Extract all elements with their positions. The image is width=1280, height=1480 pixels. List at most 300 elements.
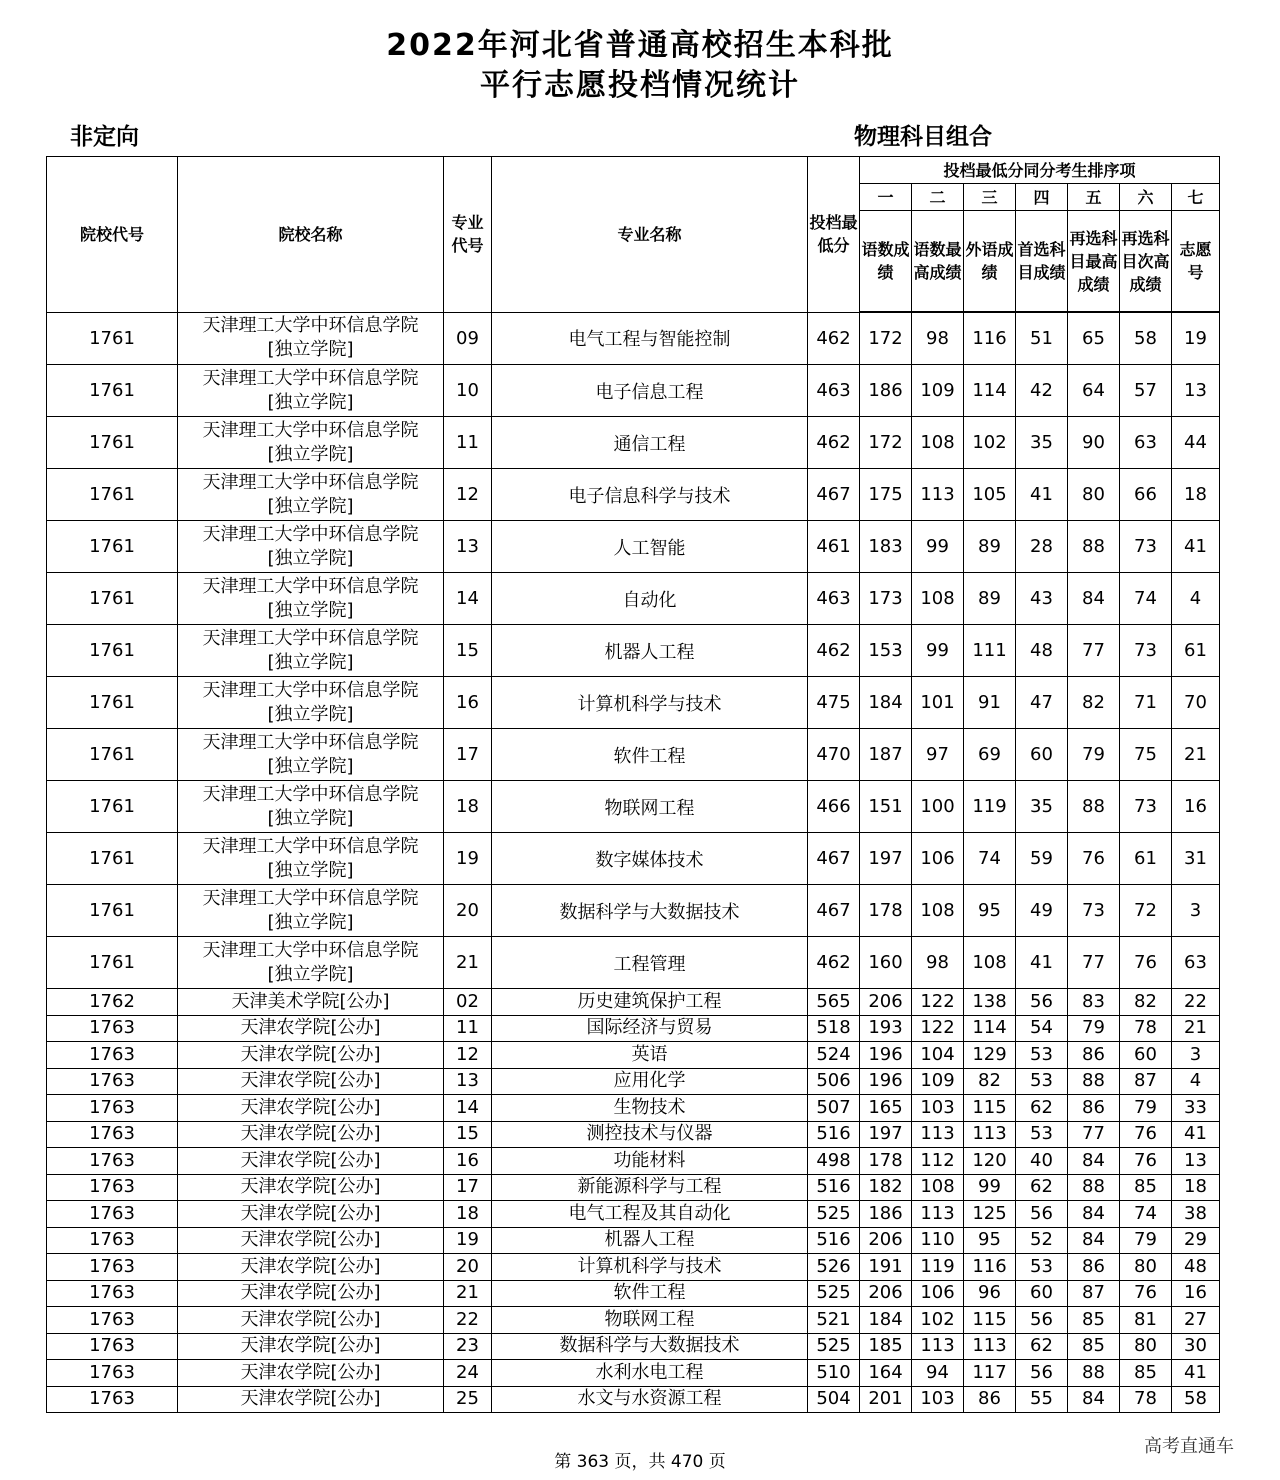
score-7-cell: 58 [1172, 1386, 1220, 1413]
score-5-cell: 86 [1068, 1095, 1120, 1122]
score-2-cell: 108 [912, 885, 964, 937]
min-score-cell: 462 [808, 417, 860, 469]
score-1-cell: 187 [860, 729, 912, 781]
school-name-line1: 天津农学院[公办] [240, 1096, 381, 1118]
school-name-cell [178, 365, 444, 417]
score-1-cell: 172 [860, 312, 912, 365]
major-code-cell: 19 [444, 833, 492, 885]
school-code-cell: 1763 [47, 1121, 178, 1148]
min-score-cell: 510 [808, 1360, 860, 1387]
score-2-cell: 108 [912, 1174, 964, 1201]
min-score-cell: 525 [808, 1201, 860, 1228]
score-1-cell: 164 [860, 1360, 912, 1387]
school-code-cell: 1763 [47, 1280, 178, 1307]
score-7-cell: 70 [1172, 677, 1220, 729]
score-3-cell: 108 [964, 937, 1016, 989]
table-row [47, 1121, 1220, 1148]
score-2-cell: 119 [912, 1254, 964, 1281]
header-min-score: 投档最低分 [808, 157, 860, 313]
school-name-line1: 天津理工大学中环信息学院 [202, 523, 419, 545]
score-3-cell: 91 [964, 677, 1016, 729]
table-row [47, 885, 1220, 937]
school-name-cell [178, 312, 444, 365]
header-item-7: 志愿号 [1172, 211, 1220, 313]
score-1-cell: 184 [860, 1307, 912, 1334]
school-name-line1: 天津理工大学中环信息学院 [202, 783, 419, 805]
score-2-cell: 109 [912, 1068, 964, 1095]
header-major-name: 专业名称 [492, 157, 808, 313]
school-name-line2: [独立学院] [267, 859, 354, 881]
score-1-cell: 175 [860, 469, 912, 521]
school-name-cell [178, 677, 444, 729]
score-1-cell: 206 [860, 1280, 912, 1307]
table-row [47, 937, 1220, 989]
score-6-cell: 57 [1120, 365, 1172, 417]
school-name-cell [178, 1386, 444, 1413]
score-3-cell: 120 [964, 1148, 1016, 1175]
score-7-cell: 4 [1172, 573, 1220, 625]
major-code-cell: 13 [444, 521, 492, 573]
school-name-cell [178, 989, 444, 1016]
min-score-cell: 518 [808, 1015, 860, 1042]
major-name-cell: 数据科学与大数据技术 [492, 885, 808, 937]
min-score-cell: 466 [808, 781, 860, 833]
score-6-cell: 63 [1120, 417, 1172, 469]
school-name-cell [178, 1042, 444, 1069]
major-code-cell: 24 [444, 1360, 492, 1387]
score-4-cell: 48 [1016, 625, 1068, 677]
header-school-name: 院校名称 [178, 157, 444, 313]
major-code-cell: 12 [444, 1042, 492, 1069]
major-name-cell: 数据科学与大数据技术 [492, 1333, 808, 1360]
score-7-cell: 16 [1172, 1280, 1220, 1307]
score-7-cell: 18 [1172, 1174, 1220, 1201]
score-5-cell: 86 [1068, 1042, 1120, 1069]
score-4-cell: 53 [1016, 1254, 1068, 1281]
score-3-cell: 114 [964, 365, 1016, 417]
score-2-cell: 103 [912, 1095, 964, 1122]
score-4-cell: 40 [1016, 1148, 1068, 1175]
score-4-cell: 35 [1016, 417, 1068, 469]
school-code-cell: 1763 [47, 1042, 178, 1069]
school-name-line1: 天津理工大学中环信息学院 [202, 367, 419, 389]
score-4-cell: 56 [1016, 1201, 1068, 1228]
table-row [47, 1307, 1220, 1334]
major-code-cell: 14 [444, 1095, 492, 1122]
school-code-cell: 1763 [47, 1360, 178, 1387]
score-6-cell: 74 [1120, 1201, 1172, 1228]
score-7-cell: 30 [1172, 1333, 1220, 1360]
score-2-cell: 102 [912, 1307, 964, 1334]
school-code-cell: 1763 [47, 1068, 178, 1095]
school-name-line1: 天津理工大学中环信息学院 [202, 679, 419, 701]
major-name-cell: 电子信息科学与技术 [492, 469, 808, 521]
score-5-cell: 77 [1068, 625, 1120, 677]
score-5-cell: 76 [1068, 833, 1120, 885]
direction-subtitle: 非定向 [70, 124, 139, 150]
score-4-cell: 41 [1016, 469, 1068, 521]
score-3-cell: 129 [964, 1042, 1016, 1069]
score-3-cell: 115 [964, 1095, 1016, 1122]
school-name-line1: 天津农学院[公办] [240, 1017, 381, 1039]
major-code-cell: 10 [444, 365, 492, 417]
major-name-cell: 新能源科学与工程 [492, 1174, 808, 1201]
major-code-cell: 15 [444, 1121, 492, 1148]
score-1-cell: 201 [860, 1386, 912, 1413]
table-row [47, 1227, 1220, 1254]
page-title-line2: 平行志愿投档情况统计 [480, 68, 800, 103]
score-7-cell: 33 [1172, 1095, 1220, 1122]
header-item-3: 外语成绩 [964, 211, 1016, 313]
table-row [47, 1360, 1220, 1387]
score-4-cell: 28 [1016, 521, 1068, 573]
min-score-cell: 461 [808, 521, 860, 573]
score-5-cell: 77 [1068, 937, 1120, 989]
score-5-cell: 79 [1068, 729, 1120, 781]
major-code-cell: 13 [444, 1068, 492, 1095]
school-name-line1: 天津农学院[公办] [240, 1361, 381, 1383]
major-code-cell: 19 [444, 1227, 492, 1254]
score-5-cell: 79 [1068, 1015, 1120, 1042]
score-7-cell: 18 [1172, 469, 1220, 521]
school-code-cell: 1763 [47, 1254, 178, 1281]
school-name-line1: 天津农学院[公办] [240, 1070, 381, 1092]
score-6-cell: 78 [1120, 1015, 1172, 1042]
table-row [47, 312, 1220, 365]
score-1-cell: 160 [860, 937, 912, 989]
school-name-line1: 天津理工大学中环信息学院 [202, 731, 419, 753]
major-code-cell: 18 [444, 1201, 492, 1228]
school-name-line2: [独立学院] [267, 651, 354, 673]
score-2-cell: 98 [912, 312, 964, 365]
score-6-cell: 76 [1120, 1280, 1172, 1307]
school-code-cell: 1761 [47, 365, 178, 417]
score-5-cell: 65 [1068, 312, 1120, 365]
school-name-line1: 天津理工大学中环信息学院 [202, 939, 419, 961]
school-name-cell [178, 937, 444, 989]
score-1-cell: 178 [860, 885, 912, 937]
min-score-cell: 475 [808, 677, 860, 729]
score-6-cell: 80 [1120, 1254, 1172, 1281]
header-order-5: 五 [1068, 184, 1120, 211]
score-4-cell: 53 [1016, 1068, 1068, 1095]
score-6-cell: 61 [1120, 833, 1172, 885]
school-name-line1: 天津农学院[公办] [240, 1123, 381, 1145]
score-4-cell: 60 [1016, 1280, 1068, 1307]
score-2-cell: 113 [912, 1121, 964, 1148]
score-4-cell: 60 [1016, 729, 1068, 781]
header-order-3: 三 [964, 184, 1016, 211]
min-score-cell: 516 [808, 1227, 860, 1254]
score-2-cell: 100 [912, 781, 964, 833]
major-code-cell: 12 [444, 469, 492, 521]
score-3-cell: 95 [964, 1227, 1016, 1254]
school-name-cell [178, 625, 444, 677]
min-score-cell: 462 [808, 625, 860, 677]
score-7-cell: 4 [1172, 1068, 1220, 1095]
school-name-line1: 天津农学院[公办] [240, 1202, 381, 1224]
major-name-cell: 国际经济与贸易 [492, 1015, 808, 1042]
school-name-line1: 天津农学院[公办] [240, 1308, 381, 1330]
table-row [47, 1095, 1220, 1122]
admission-table [46, 156, 1220, 1413]
school-name-cell [178, 1201, 444, 1228]
subject-subtitle: 物理科目组合 [854, 124, 992, 150]
score-3-cell: 125 [964, 1201, 1016, 1228]
school-name-cell [178, 1307, 444, 1334]
table-row [47, 1174, 1220, 1201]
major-name-cell: 自动化 [492, 573, 808, 625]
school-name-line2: [独立学院] [267, 599, 354, 621]
score-1-cell: 206 [860, 989, 912, 1016]
header-school-code: 院校代号 [47, 157, 178, 313]
score-5-cell: 85 [1068, 1307, 1120, 1334]
school-name-line1: 天津理工大学中环信息学院 [202, 419, 419, 441]
score-4-cell: 42 [1016, 365, 1068, 417]
school-name-line1: 天津理工大学中环信息学院 [202, 575, 419, 597]
score-4-cell: 51 [1016, 312, 1068, 365]
score-7-cell: 27 [1172, 1307, 1220, 1334]
school-name-cell [178, 1227, 444, 1254]
score-1-cell: 165 [860, 1095, 912, 1122]
school-code-cell: 1762 [47, 989, 178, 1016]
major-code-cell: 16 [444, 1148, 492, 1175]
school-code-cell: 1763 [47, 1174, 178, 1201]
score-2-cell: 103 [912, 1386, 964, 1413]
school-name-line2: [独立学院] [267, 391, 354, 413]
score-1-cell: 185 [860, 1333, 912, 1360]
school-code-cell: 1763 [47, 1148, 178, 1175]
score-6-cell: 81 [1120, 1307, 1172, 1334]
major-name-cell: 生物技术 [492, 1095, 808, 1122]
major-code-cell: 16 [444, 677, 492, 729]
score-4-cell: 62 [1016, 1174, 1068, 1201]
major-name-cell: 数字媒体技术 [492, 833, 808, 885]
header-item-6: 再选科目次高成绩 [1120, 211, 1172, 313]
score-5-cell: 84 [1068, 1227, 1120, 1254]
header-order-2: 二 [912, 184, 964, 211]
score-1-cell: 186 [860, 1201, 912, 1228]
score-2-cell: 106 [912, 833, 964, 885]
table-row [47, 1015, 1220, 1042]
school-name-cell [178, 833, 444, 885]
school-name-line2: [独立学院] [267, 807, 354, 829]
table-row [47, 989, 1220, 1016]
score-7-cell: 44 [1172, 417, 1220, 469]
min-score-cell: 521 [808, 1307, 860, 1334]
score-7-cell: 19 [1172, 312, 1220, 365]
score-1-cell: 197 [860, 1121, 912, 1148]
score-4-cell: 59 [1016, 833, 1068, 885]
major-name-cell: 英语 [492, 1042, 808, 1069]
school-name-line1: 天津农学院[公办] [240, 1335, 381, 1357]
min-score-cell: 467 [808, 833, 860, 885]
major-code-cell: 21 [444, 937, 492, 989]
table-row [47, 1386, 1220, 1413]
score-3-cell: 115 [964, 1307, 1016, 1334]
major-name-cell: 水利水电工程 [492, 1360, 808, 1387]
score-2-cell: 113 [912, 469, 964, 521]
school-code-cell: 1761 [47, 573, 178, 625]
score-1-cell: 196 [860, 1068, 912, 1095]
score-6-cell: 79 [1120, 1095, 1172, 1122]
score-5-cell: 88 [1068, 521, 1120, 573]
major-code-cell: 09 [444, 312, 492, 365]
min-score-cell: 506 [808, 1068, 860, 1095]
score-2-cell: 99 [912, 521, 964, 573]
score-7-cell: 38 [1172, 1201, 1220, 1228]
score-1-cell: 184 [860, 677, 912, 729]
score-2-cell: 97 [912, 729, 964, 781]
score-1-cell: 186 [860, 365, 912, 417]
score-1-cell: 193 [860, 1015, 912, 1042]
major-name-cell: 物联网工程 [492, 1307, 808, 1334]
score-7-cell: 31 [1172, 833, 1220, 885]
major-name-cell: 软件工程 [492, 729, 808, 781]
school-code-cell: 1763 [47, 1333, 178, 1360]
school-code-cell: 1761 [47, 417, 178, 469]
score-5-cell: 64 [1068, 365, 1120, 417]
min-score-cell: 507 [808, 1095, 860, 1122]
min-score-cell: 498 [808, 1148, 860, 1175]
major-code-cell: 23 [444, 1333, 492, 1360]
school-name-cell [178, 1174, 444, 1201]
score-3-cell: 95 [964, 885, 1016, 937]
table-row [47, 469, 1220, 521]
school-code-cell: 1761 [47, 312, 178, 365]
school-code-cell: 1761 [47, 885, 178, 937]
table-row [47, 781, 1220, 833]
major-code-cell: 18 [444, 781, 492, 833]
score-5-cell: 80 [1068, 469, 1120, 521]
table-row [47, 521, 1220, 573]
school-name-line1: 天津农学院[公办] [240, 1388, 381, 1410]
score-5-cell: 85 [1068, 1333, 1120, 1360]
school-code-cell: 1761 [47, 677, 178, 729]
score-4-cell: 53 [1016, 1121, 1068, 1148]
major-code-cell: 25 [444, 1386, 492, 1413]
score-3-cell: 89 [964, 573, 1016, 625]
table-row [47, 1280, 1220, 1307]
score-3-cell: 74 [964, 833, 1016, 885]
score-7-cell: 16 [1172, 781, 1220, 833]
header-order-4: 四 [1016, 184, 1068, 211]
score-7-cell: 41 [1172, 521, 1220, 573]
school-name-line1: 天津理工大学中环信息学院 [202, 887, 419, 909]
score-2-cell: 94 [912, 1360, 964, 1387]
score-4-cell: 35 [1016, 781, 1068, 833]
major-code-cell: 20 [444, 885, 492, 937]
score-7-cell: 29 [1172, 1227, 1220, 1254]
score-3-cell: 116 [964, 1254, 1016, 1281]
score-1-cell: 183 [860, 521, 912, 573]
school-name-cell [178, 521, 444, 573]
score-6-cell: 58 [1120, 312, 1172, 365]
score-5-cell: 84 [1068, 573, 1120, 625]
score-1-cell: 182 [860, 1174, 912, 1201]
school-name-cell [178, 1068, 444, 1095]
min-score-cell: 462 [808, 937, 860, 989]
score-3-cell: 138 [964, 989, 1016, 1016]
score-1-cell: 178 [860, 1148, 912, 1175]
score-6-cell: 76 [1120, 1121, 1172, 1148]
table-row [47, 417, 1220, 469]
min-score-cell: 463 [808, 365, 860, 417]
score-7-cell: 22 [1172, 989, 1220, 1016]
score-4-cell: 41 [1016, 937, 1068, 989]
min-score-cell: 526 [808, 1254, 860, 1281]
score-6-cell: 76 [1120, 937, 1172, 989]
score-5-cell: 88 [1068, 1068, 1120, 1095]
score-2-cell: 110 [912, 1227, 964, 1254]
score-3-cell: 86 [964, 1386, 1016, 1413]
header-item-5: 再选科目最高成绩 [1068, 211, 1120, 313]
score-6-cell: 73 [1120, 521, 1172, 573]
school-name-line1: 天津农学院[公办] [240, 1229, 381, 1251]
major-code-cell: 17 [444, 1174, 492, 1201]
score-5-cell: 84 [1068, 1201, 1120, 1228]
score-3-cell: 119 [964, 781, 1016, 833]
score-4-cell: 56 [1016, 989, 1068, 1016]
major-code-cell: 14 [444, 573, 492, 625]
school-name-cell [178, 573, 444, 625]
score-3-cell: 113 [964, 1121, 1016, 1148]
table-row [47, 573, 1220, 625]
school-name-cell [178, 781, 444, 833]
score-3-cell: 89 [964, 521, 1016, 573]
min-score-cell: 524 [808, 1042, 860, 1069]
score-4-cell: 56 [1016, 1307, 1068, 1334]
score-6-cell: 82 [1120, 989, 1172, 1016]
score-5-cell: 82 [1068, 677, 1120, 729]
score-7-cell: 41 [1172, 1360, 1220, 1387]
table-row [47, 1068, 1220, 1095]
school-name-line1: 天津农学院[公办] [240, 1176, 381, 1198]
score-3-cell: 96 [964, 1280, 1016, 1307]
major-name-cell: 计算机科学与技术 [492, 1254, 808, 1281]
score-5-cell: 88 [1068, 1360, 1120, 1387]
score-5-cell: 90 [1068, 417, 1120, 469]
score-7-cell: 3 [1172, 1042, 1220, 1069]
min-score-cell: 504 [808, 1386, 860, 1413]
school-name-cell [178, 469, 444, 521]
school-code-cell: 1761 [47, 469, 178, 521]
score-5-cell: 87 [1068, 1280, 1120, 1307]
score-3-cell: 114 [964, 1015, 1016, 1042]
school-name-cell [178, 1095, 444, 1122]
score-4-cell: 43 [1016, 573, 1068, 625]
major-name-cell: 应用化学 [492, 1068, 808, 1095]
score-1-cell: 197 [860, 833, 912, 885]
score-5-cell: 88 [1068, 781, 1120, 833]
table-row [47, 1201, 1220, 1228]
major-name-cell: 测控技术与仪器 [492, 1121, 808, 1148]
score-5-cell: 77 [1068, 1121, 1120, 1148]
score-2-cell: 108 [912, 573, 964, 625]
school-name-line2: [独立学院] [267, 443, 354, 465]
school-code-cell: 1763 [47, 1201, 178, 1228]
score-6-cell: 72 [1120, 885, 1172, 937]
school-name-cell [178, 1280, 444, 1307]
school-name-line1: 天津农学院[公办] [240, 1043, 381, 1065]
table-row [47, 625, 1220, 677]
major-code-cell: 11 [444, 417, 492, 469]
major-name-cell: 计算机科学与技术 [492, 677, 808, 729]
min-score-cell: 467 [808, 885, 860, 937]
header-order-7: 七 [1172, 184, 1220, 211]
score-2-cell: 109 [912, 365, 964, 417]
score-3-cell: 117 [964, 1360, 1016, 1387]
